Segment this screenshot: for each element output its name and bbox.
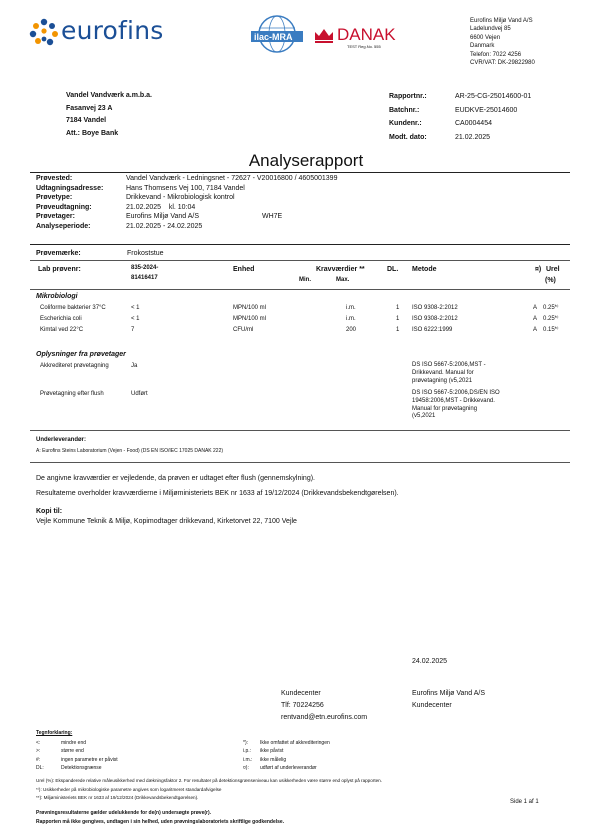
param-value: < 1 [131,316,140,322]
danak-reg: TEST Reg.No. 555 [347,44,381,49]
report-number: AR-25-CG-25014600-01 [455,93,532,100]
param-unit: CFU/ml [233,327,254,333]
remark-line: Resultaterne overholder kravværdierne i Miljøministeriets BEK nr 1633 af 19/12/2024 (Drikkevandsbekendtgørelsen). [36,490,399,497]
param-value: 7 [131,327,135,333]
col-lab: Lab prøvenr: [38,266,81,273]
param-method [412,390,500,421]
copy-text: Vejle Kommune Teknik & Miljø, Kopimodtager drikkevand, Kirketorvet 22, 7100 Vejle [36,518,297,525]
legend-symbol: <: [36,740,41,746]
sample-info [36,174,576,232]
subcontractor-title: Underleverandør: [36,437,87,443]
sample-info-label: Prøveudtagning: [36,203,92,211]
lab-number-2: 81416417 [131,275,158,281]
legend-bold-1: Prøvningsresultaterne gælder udelukkende for de(n) undersøgte prøve(r). [36,810,212,816]
legend-right [243,739,330,772]
method-line: prøvetagning (v5,2021 [412,377,473,384]
method-line: Drikkevand. Manual for [412,369,474,376]
param-max: 200 [346,327,357,333]
signature-company [412,688,485,712]
table-row [0,315,593,325]
param-dl: 1 [396,316,400,322]
marking-label: Prøvemærke: [36,250,81,257]
param-dl: 1 [396,327,400,333]
lab-number-1: 835-2024- [131,265,159,271]
sample-info-label: Prøvetager: [36,213,75,221]
company-line: Telefon: 7022 4256 [470,51,522,58]
col-req: Kravværdier ** [316,266,365,273]
customer-number: CA0004454 [455,120,492,127]
recipient-city: 7184 Vandel [66,117,107,124]
col-method: Metode [412,266,437,273]
sample-info-label: Prøvetype: [36,194,73,202]
center-email: rentvand@etn.eurofins.com [281,714,368,721]
param-flag: A [533,305,538,311]
received-date: 21.02.2025 [455,133,491,141]
method-line: (v5,2021 [412,413,436,420]
company-line: CVR/VAT: DK-29822980 [470,60,535,67]
copy-title: Kopi til: [36,508,63,515]
legend-title: Tegnforklaring: [36,730,73,736]
ilac-mra-logo [248,14,306,60]
col-urel-pct: (%) [545,277,556,284]
legend-note: Urel (%): Ekspanderede relative måleusikkerhed med dækningsfaktor 2. For resultater på detektionsgrænseniveau kan usikkerheden være større end oplyst på rapporten. [36,778,382,783]
col-min: Min. [299,277,311,283]
col-flag: ¤) [535,266,542,273]
legend-note: **): Miljøministeriets BEK nr 1633 af 19/12/2024 (Drikkevandsbekendtgørelsen). [36,795,199,800]
signature-line: Eurofins Miljø Vand A/S [412,690,486,697]
legend-symbol: ¤): [243,764,249,771]
col-urel: Urel [546,266,560,273]
meta-label: Batchnr.: [389,106,420,114]
param-method: ISO 9308-2:2012 [412,305,458,311]
param-urel: 0.15*⁾ [543,327,559,333]
legend-symbol: #: [36,756,41,763]
company-line: Ladelundvej 85 [470,26,511,33]
eurofins-logo [28,15,178,51]
center-line: Kundecenter [281,690,321,697]
page-number: Side 1 af 1 [510,799,539,805]
legend-text: Detektionsgrænse [61,764,102,771]
param-max: i.m. [346,316,356,322]
report-meta [389,90,589,144]
subcontractor-text: A: Eurofins Steins Laboratorium (Vejen - Food) (DS EN ISO/IEC 17025 DANAK 222) [36,448,224,454]
method-line: DS ISO 5667-5:2006,DS/EN ISO [412,390,500,396]
sample-type: Drikkevand - Mikrobiologisk kontrol [126,194,235,202]
legend-text: ikke påvist [260,748,284,755]
param-method: ISO 9308-2:2012 [412,316,458,322]
company-address [470,17,590,67]
sample-marking [36,249,164,258]
company-line: Eurofins Miljø Vand A/S [470,18,533,24]
eurofins-dots-icon [28,17,60,49]
param-value: Udført [131,391,148,397]
brand-name: eurofins [61,16,164,45]
legend-text: mindre end [61,740,87,746]
col-dl: DL. [387,266,399,273]
page-title: Analyserapport [248,151,364,170]
company-line: 6600 Vejen [470,34,501,41]
param-value: < 1 [131,305,140,311]
legend-symbol: *): [243,740,248,746]
recipient-name: Vandel Vandværk a.m.b.a. [66,92,152,99]
center-line: Tlf: 70224256 [281,702,324,709]
table-row [0,326,593,336]
legend-symbol: DL: [36,764,44,771]
param-unit: MPN/100 ml [233,305,267,311]
legend-text: ingen parametre er påvist [61,756,118,763]
legend-left [36,739,118,772]
legend-symbol: i.p.: [243,748,252,755]
sample-info-label: Analyseperiode: [36,222,91,230]
legend-text: ikke målelig [260,756,287,763]
sample-location: Vandel Vandværk - Ledningsnet - 72627 - V20016800 / 4605001399 [126,175,338,182]
method-line: 19458:2006,MST - Drikkevand. [412,397,495,404]
param-urel: 0.25*⁾ [543,305,559,311]
recipient-address [66,90,286,140]
customer-center [281,688,367,724]
legend-text: udført af underleverandør [260,764,317,771]
legend-text: Ikke omfattet af akkrediteringen [260,740,330,746]
param-dl: 1 [396,305,400,311]
param-value: Ja [131,363,138,369]
param-method [412,362,486,385]
section-title-sampling: Oplysninger fra prøvetager [36,351,126,358]
sampling-time: 21.02.2025 kl. 10:04 [126,203,196,211]
signature-line: Kundecenter [412,702,452,709]
col-max: Max. [336,277,350,283]
legend-text: større end [61,748,84,755]
param-name: Escherichia coli [40,316,82,322]
param-name: Coliforme bakterier 37°C [40,305,106,311]
company-line: Danmark [470,43,495,50]
legend-note: *⁾): Usikkerheder på mikrobiologiske parametre angives som logaritmeret standardafvigelse [36,786,222,792]
param-unit: MPN/100 ml [233,316,267,322]
table-row [0,390,593,424]
danak-text: DANAK [337,25,396,44]
sample-info-label: Prøvested: [36,175,73,182]
param-name: Kimtal ved 22°C [40,327,84,333]
remark-line: De angivne kravværdier er vejledende, da prøven er udtaget efter flush (gennemskylning). [36,475,315,482]
analysis-period: 21.02.2025 - 24.02.2025 [126,222,203,230]
legend-bold-2: Rapporten må ikke gengives, undtagen i sin helhed, uden prøvningslaboratoriets skriftlige godkendelse. [36,819,285,825]
param-flag: A [533,327,538,333]
param-urel: 0.25*⁾ [543,316,559,322]
danak-logo [313,24,398,56]
sample-info-label: Udtagningsadresse: [36,184,104,192]
method-line: Manual for prøvetagning [412,405,478,412]
param-name: Prøvetagning efter flush [40,391,104,397]
recipient-street: Fasanvej 23 A [66,104,113,112]
sample-address: Hans Thomsens Vej 100, 7184 Vandel [126,184,245,192]
marking-value: Frokoststue [127,250,164,257]
table-row [0,362,593,390]
table-row [0,304,593,314]
signature-date: 24.02.2025 [412,658,448,665]
batch-number: EUDKVE-25014600 [455,106,518,114]
ilac-mra-text: ilac-MRA [254,32,293,42]
legend-symbol: >: [36,748,41,755]
meta-label: Modt. dato: [389,133,427,141]
meta-label: Kundenr.: [389,120,422,127]
sampler-code: WH7E [262,213,283,221]
param-max: i.m. [346,305,356,311]
legend-symbol: i.m.: [243,756,253,763]
meta-label: Rapportnr.: [389,93,427,100]
col-unit: Enhed [233,266,255,273]
method-line: DS ISO 5667-5:2006,MST - [412,362,486,368]
table-header [0,264,593,290]
sampler: Eurofins Miljø Vand A/S [126,213,200,221]
crown-icon [313,26,335,44]
param-method: ISO 6222:1999 [412,327,453,333]
recipient-att: Att.: Boye Bank [66,129,119,137]
section-title-micro: Mikrobiologi [36,293,78,300]
legend-notes [36,777,556,803]
param-flag: A [533,316,538,322]
param-name: Akkrediteret prøvetagning [40,363,109,369]
